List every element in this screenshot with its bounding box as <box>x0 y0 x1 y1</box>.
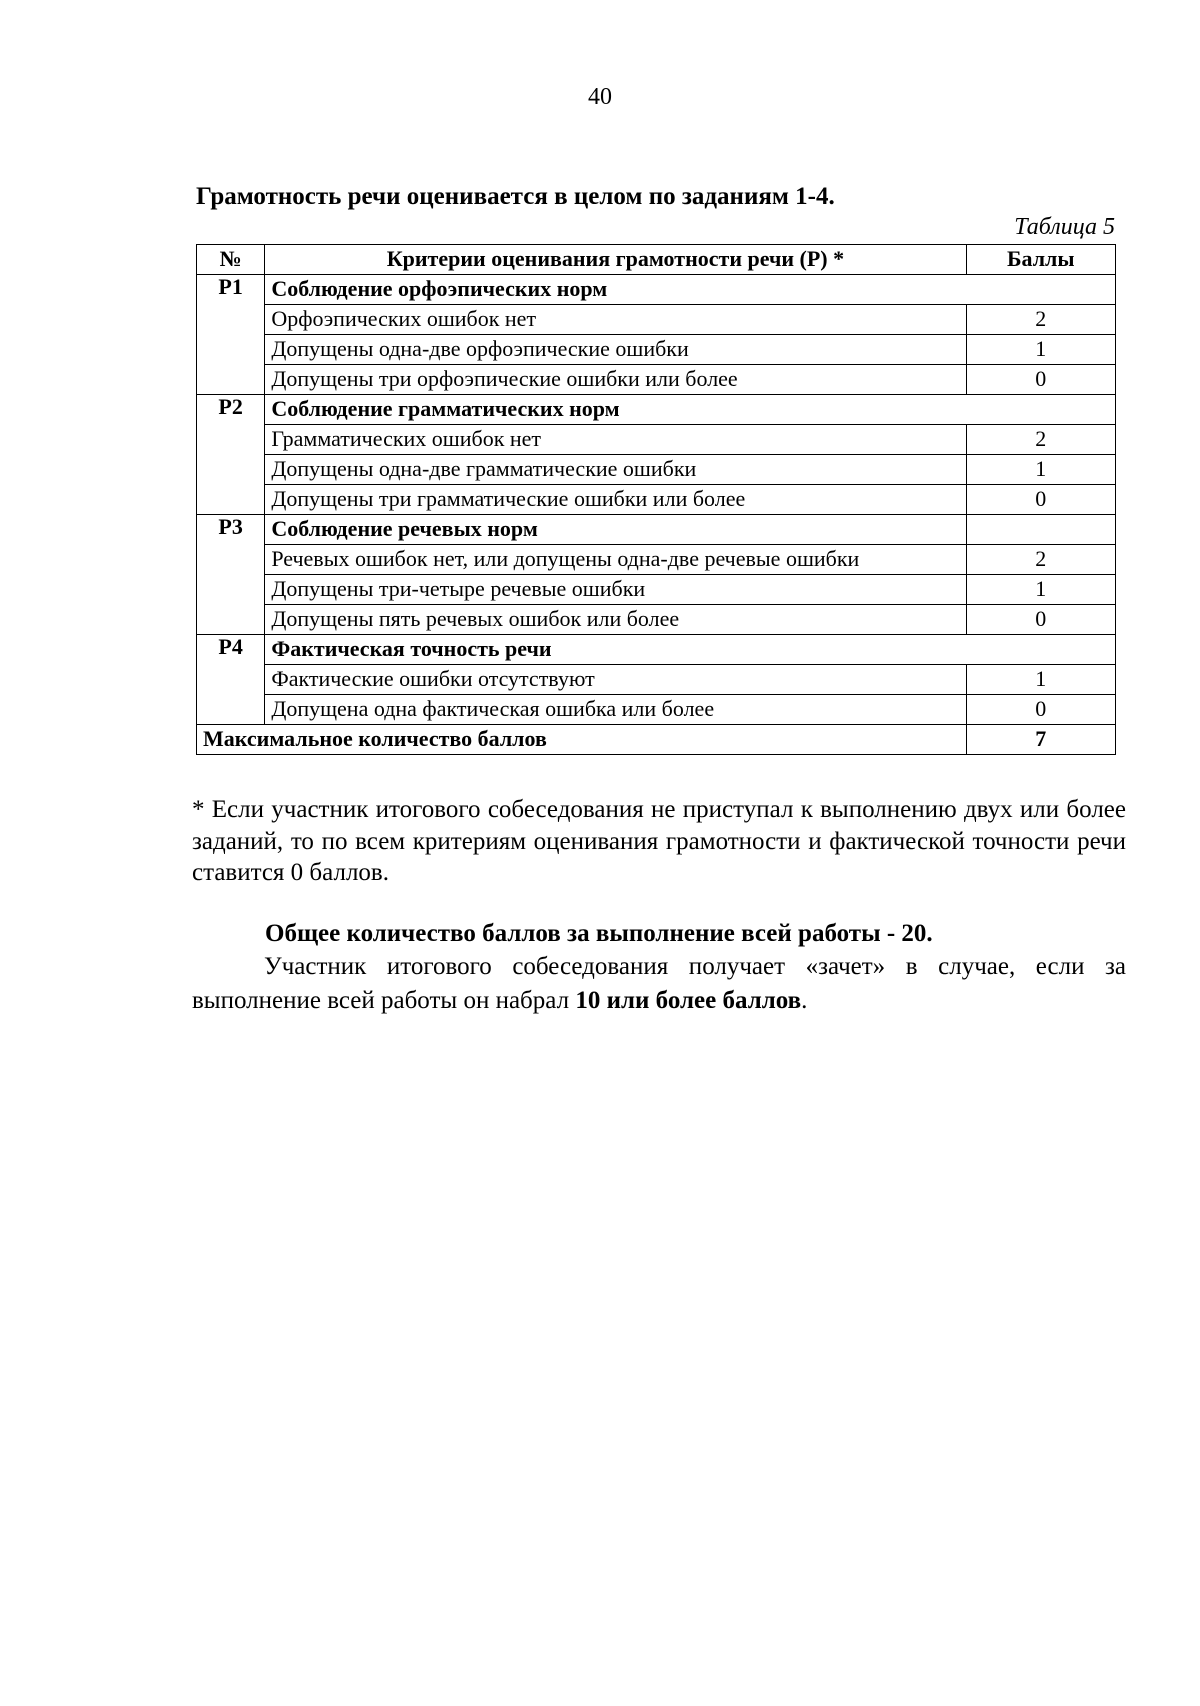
criterion-score: 2 <box>966 545 1115 575</box>
total-row <box>197 725 1116 755</box>
page-number: 40 <box>588 84 612 110</box>
table-row <box>197 425 1116 455</box>
table-row <box>197 455 1116 485</box>
header-criteria: Критерии оценивания грамотности речи (Р) * <box>265 245 966 275</box>
table-row <box>197 365 1116 395</box>
criterion-text: Орфоэпических ошибок нет <box>265 305 966 335</box>
criterion-text: Грамматических ошибок нет <box>265 425 966 455</box>
header-number: № <box>197 245 265 275</box>
criterion-text: Допущены три-четыре речевые ошибки <box>265 575 966 605</box>
group-row-p1 <box>197 275 1116 305</box>
criterion-score: 2 <box>966 305 1115 335</box>
criterion-text: Допущены три грамматические ошибки или более <box>265 485 966 515</box>
table-row <box>197 605 1116 635</box>
pass-text-before: Участник итогового собеседования получает «зачет» в случае, если за выполнение всей работы он набрал <box>192 953 1126 1014</box>
pass-threshold: 10 или более баллов <box>575 987 802 1014</box>
table-row <box>197 335 1116 365</box>
table-row <box>197 545 1116 575</box>
total-label: Максимальное количество баллов <box>197 725 967 755</box>
group-title: Соблюдение грамматических норм <box>265 395 1116 425</box>
criterion-score: 0 <box>966 485 1115 515</box>
group-row-p4 <box>197 635 1116 665</box>
pass-condition-paragraph <box>192 950 1126 1018</box>
header-score: Баллы <box>966 245 1115 275</box>
criterion-score: 2 <box>966 425 1115 455</box>
criterion-score: 1 <box>966 455 1115 485</box>
group-title: Соблюдение орфоэпических норм <box>265 275 1116 305</box>
group-score-empty <box>966 515 1115 545</box>
criterion-score: 0 <box>966 695 1115 725</box>
table-header-row <box>197 245 1116 275</box>
criterion-score: 1 <box>966 665 1115 695</box>
footnote: * Если участник итогового собеседования не приступал к выполнению двух или более заданий, то по всем критериям оценивания грамотности и фактической точности речи ставится 0 баллов. <box>192 796 1126 886</box>
criterion-score: 1 <box>966 575 1115 605</box>
criteria-table <box>196 244 1116 755</box>
table-caption: Таблица 5 <box>1014 214 1115 240</box>
group-code: Р1 <box>197 275 265 395</box>
criterion-text: Допущена одна фактическая ошибка или более <box>265 695 966 725</box>
criterion-score: 0 <box>966 365 1115 395</box>
group-title: Фактическая точность речи <box>265 635 1116 665</box>
criterion-score: 1 <box>966 335 1115 365</box>
total-score-heading: Общее количество баллов за выполнение всей работы - 20. <box>265 920 933 947</box>
criterion-text: Фактические ошибки отсутствуют <box>265 665 966 695</box>
table-row <box>197 485 1116 515</box>
group-row-p3 <box>197 515 1116 545</box>
pass-text-after: . <box>801 987 808 1014</box>
group-code: Р2 <box>197 395 265 515</box>
group-title: Соблюдение речевых норм <box>265 515 966 545</box>
total-value: 7 <box>966 725 1115 755</box>
group-row-p2 <box>197 395 1116 425</box>
criterion-text: Допущены три орфоэпические ошибки или более <box>265 365 966 395</box>
table-row <box>197 575 1116 605</box>
criterion-text: Допущены одна-две орфоэпические ошибки <box>265 335 966 365</box>
criterion-text: Допущены пять речевых ошибок или более <box>265 605 966 635</box>
group-code: Р4 <box>197 635 265 725</box>
criterion-text: Речевых ошибок нет, или допущены одна-две речевые ошибки <box>265 545 966 575</box>
section-heading: Грамотность речи оценивается в целом по заданиям 1-4. <box>196 183 835 210</box>
table-row <box>197 665 1116 695</box>
group-code: Р3 <box>197 515 265 635</box>
table-row <box>197 305 1116 335</box>
criterion-score: 0 <box>966 605 1115 635</box>
table-row <box>197 695 1116 725</box>
criterion-text: Допущены одна-две грамматические ошибки <box>265 455 966 485</box>
